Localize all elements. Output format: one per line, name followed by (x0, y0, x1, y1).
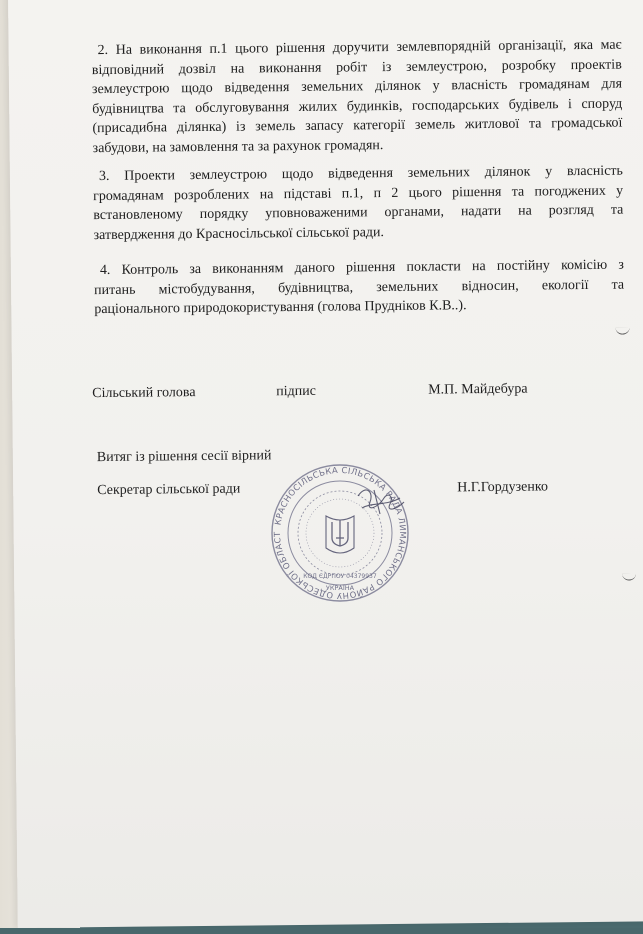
text-line: (присадибна ділянка) із земель запасу категорії земель житлової та громадської (92, 115, 623, 137)
page-curl-mark (616, 328, 630, 335)
trident-emblem-icon (326, 516, 354, 553)
paragraph-2 (91, 36, 622, 159)
bottom-edge (0, 928, 643, 934)
seal-ring-text: КРАСНОСІЛЬСЬКА СІЛЬСЬКА РАДА ЛИМАНСЬКОГО РАЙОНУ ОДЕСЬКОЇ ОБЛАСТ (271, 464, 409, 602)
text-line: громадянам розроблених на підставі п.1, п 2 цього рішення та погоджених у (93, 183, 624, 204)
text-line: 2. На виконання п.1 цього рішення доручити землевпорядній організації, яка має (97, 37, 622, 59)
text-line: відповідний дозвіл на виконання робіт із землеустрою, розробку проектів (91, 57, 622, 78)
signature-word: підпис (276, 383, 316, 400)
seal-code-text: КОД ЄДРПОУ 04379937 (303, 573, 377, 580)
secretary-name: Н.Г.Гордузенко (457, 479, 549, 496)
text-line: землеустрою щодо відведення земельних ділянок у власність громадянам для (91, 76, 623, 98)
page-curl-mark (622, 573, 636, 580)
head-title: Сільський голова (92, 385, 196, 402)
text-line: 3. Проекти землеустрою щодо відведення земельних ділянок у власність (98, 163, 623, 185)
text-line: питань містобудування, будівництва, земельних відносин, екології та (94, 277, 625, 298)
head-name: М.П. Майдебура (428, 381, 528, 398)
text-line: забудови, на замовлення та за рахунок громадян. (92, 138, 384, 157)
seal-country-text: УКРАЇНА (325, 584, 355, 592)
official-seal (266, 462, 414, 604)
text-line: затвердження до Красносільської сільської ради. (93, 224, 385, 243)
paragraph-3 (93, 162, 624, 246)
extract-note: Витяг із рішення сесії вірний (96, 448, 272, 466)
text-line: 4. Контроль за виконанням даного рішення покласти на постійну комісію з (99, 257, 624, 279)
secretary-title: Секретар сільської ради (97, 481, 241, 499)
text-line: раціонального природокористування (голова Прудніков К.В..). (94, 298, 467, 318)
paragraph-4 (94, 256, 625, 320)
text-line: встановленому порядку уповноваженими органами, надати на розгляд та (93, 202, 624, 224)
text-line: будівництва та обслуговування жилих будинків, господарських будівель і споруд (92, 96, 623, 117)
